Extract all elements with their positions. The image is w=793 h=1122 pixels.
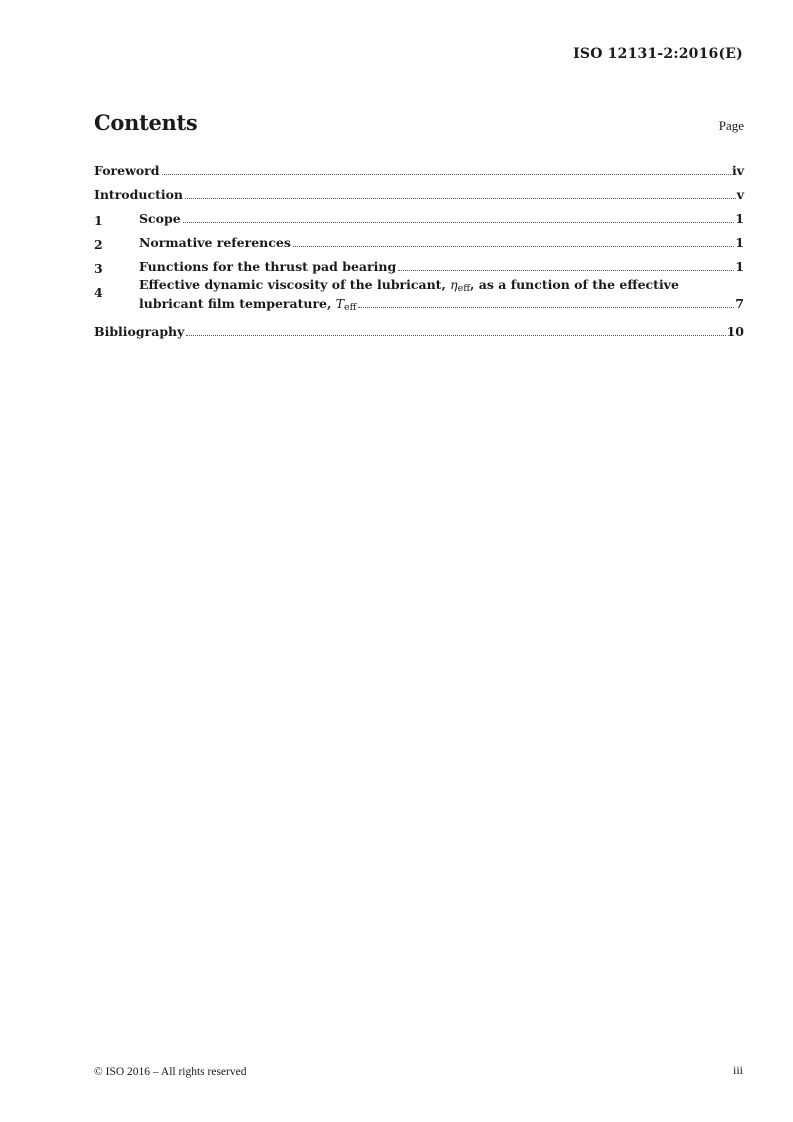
copyright-notice: © ISO 2016 – All rights reserved	[94, 1066, 247, 1078]
toc-entry-effective-viscosity[interactable]	[94, 276, 744, 317]
toc-entry-title-line1	[139, 277, 679, 296]
toc-entry-functions[interactable]	[94, 252, 744, 276]
toc-entry-body	[94, 163, 744, 178]
toc-entry-normative-references[interactable]	[94, 228, 744, 252]
document-id: ISO 12131-2:2016(E)	[573, 46, 743, 62]
toc-entry-body	[94, 187, 744, 202]
t-subscript: eff	[344, 302, 357, 313]
dot-leader	[186, 334, 725, 336]
toc-line-second	[139, 296, 744, 315]
dot-leader	[162, 173, 731, 175]
toc-line	[94, 163, 744, 178]
page-number: iii	[732, 1063, 743, 1077]
toc-entry-bibliography[interactable]	[94, 317, 744, 341]
toc-entry-scope[interactable]	[94, 204, 744, 228]
page-column-label: Page	[718, 118, 744, 133]
eta-subscript: eff	[457, 283, 471, 294]
toc-entry-body	[139, 211, 744, 226]
toc-entry-page: 1	[735, 235, 744, 250]
eta-symbol: η	[450, 277, 458, 292]
toc-entry-body	[139, 277, 744, 315]
toc-entry-number: 4	[94, 285, 103, 300]
toc-line	[94, 187, 744, 202]
toc-entry-title: Foreword	[94, 163, 160, 178]
toc-line	[139, 259, 744, 274]
toc-line-first	[139, 277, 744, 296]
contents-header	[94, 110, 744, 140]
toc-entry-page: v	[736, 187, 744, 202]
toc-entry-page: 1	[735, 259, 744, 274]
dot-leader	[185, 197, 736, 199]
toc-entry-title: Bibliography	[94, 324, 185, 339]
dot-leader	[293, 245, 734, 247]
toc-entry-introduction[interactable]	[94, 180, 744, 204]
toc-entry-number: 2	[94, 237, 103, 252]
toc-line	[94, 324, 744, 339]
toc-line	[139, 235, 744, 250]
dot-leader	[183, 221, 735, 223]
toc-entry-page: 1	[735, 211, 744, 226]
title-text: Effective dynamic viscosity of the lubricant,	[139, 277, 451, 292]
t-symbol: T	[335, 296, 345, 311]
toc-entry-title: Functions for the thrust pad bearing	[139, 259, 397, 274]
toc-entry-title-line2	[139, 296, 356, 315]
page-title: Contents	[94, 110, 198, 135]
table-of-contents	[94, 156, 744, 341]
title-text: , as a function of the effective	[470, 277, 679, 292]
toc-entry-page: 10	[726, 324, 744, 339]
toc-entry-number: 1	[94, 213, 103, 228]
toc-entry-foreword[interactable]	[94, 156, 744, 180]
toc-entry-title: Normative references	[139, 235, 291, 250]
toc-entry-body	[139, 259, 744, 274]
toc-entry-title: Introduction	[94, 187, 184, 202]
dot-leader	[358, 306, 734, 308]
toc-line	[139, 211, 744, 226]
toc-entry-number: 3	[94, 261, 103, 276]
title-text: lubricant film temperature,	[139, 296, 336, 311]
toc-entry-page: 7	[735, 296, 744, 311]
toc-entry-body	[139, 235, 744, 250]
toc-entry-body	[94, 324, 744, 339]
toc-entry-title: Scope	[139, 211, 181, 226]
toc-entry-page: iv	[731, 163, 744, 178]
dot-leader	[398, 269, 734, 271]
